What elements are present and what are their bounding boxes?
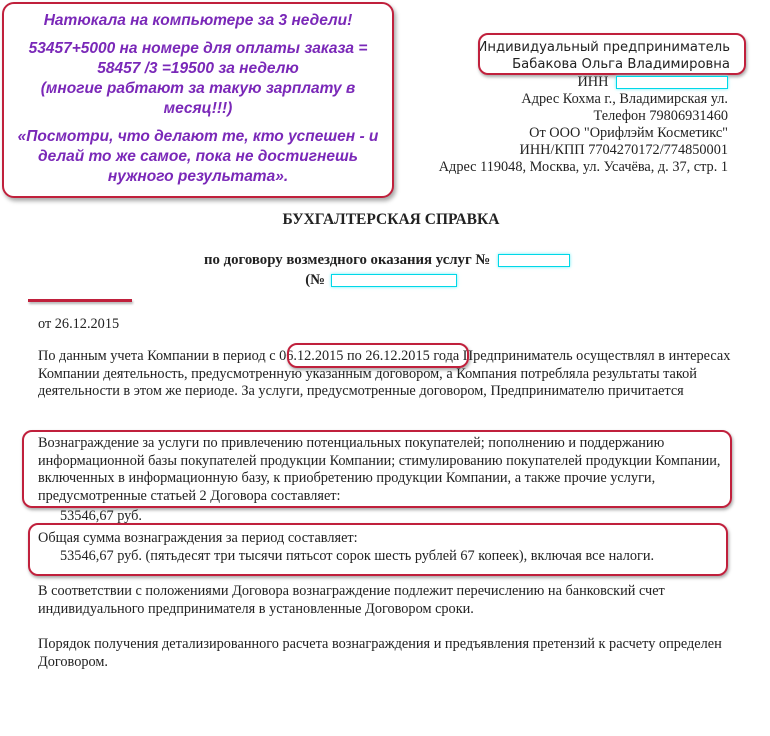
from-company-line: От ООО "Орифлэйм Косметикс" — [529, 125, 728, 141]
callout-line-3: (многие рабтают за такую зарплату в месяц!!!) — [40, 80, 356, 117]
header-details — [439, 74, 728, 176]
document-subtitle — [2, 252, 770, 269]
paragraph-remuneration: Вознаграждение за услуги по привлечению потенциальных покупателей; пополнению и поддержанию информационной базы покупателей продукции Компании; стимулированию покупателей продукции Компании, включенных в информационную базу, к приобретению продукции Компании, а также прочие услуги, предусмотренные статьей 2 Договора составляет: — [38, 435, 721, 504]
redacted-inn — [616, 76, 728, 89]
total-sum: 53546,67 руб. (пятьдесят три тысячи пятьсот сорок шесть рублей 67 копеек), включая все налоги. — [60, 548, 655, 564]
callout-line-1: Натюкала на компьютере за 3 недели! — [43, 12, 353, 29]
entrepreneur-highlight-oval — [478, 33, 746, 75]
paragraph-transfer: В соответствии с положениями Договора вознаграждение подлежит перечислению на банковский счет индивидуального предпринимателя в установленные Договором сроки. — [38, 583, 665, 617]
annotation-callout — [2, 2, 394, 198]
redacted-contract-number-2 — [331, 274, 457, 287]
remuneration-sum: 53546,67 руб. — [60, 508, 142, 524]
inn-label: ИНН — [577, 74, 609, 90]
entrepreneur-name: Бабакова Ольга Владимировна — [512, 57, 730, 72]
callout-line-2: 53457+5000 на номере для оплаты заказа = 58457 /3 =19500 за неделю — [28, 40, 368, 77]
inn-row — [439, 74, 728, 91]
callout-line-4: «Посмотри, что делают те, кто успешен - и делай то же самое, пока не достигнешь нужного результата». — [17, 128, 379, 185]
remuneration-highlight-oval — [22, 430, 732, 508]
entrepreneur-label: Индивидуальный предприниматель — [477, 40, 730, 55]
red-underline-mark — [28, 299, 132, 302]
paragraph-claims: Порядок получения детализированного расчета вознаграждения и предъявления претензий к расчету определен Договором. — [38, 636, 722, 670]
period-dates: с 06.12.2015 по 26.12.2015 — [269, 348, 430, 364]
phone-line: Телефон 79806931460 — [593, 108, 728, 124]
document-title: БУХГАЛТЕРСКАЯ СПРАВКА — [282, 211, 500, 228]
period-highlight-oval — [287, 343, 469, 368]
document-subtitle-2 — [0, 272, 766, 289]
paragraph-total-label: Общая сумма вознаграждения за период составляет: — [38, 530, 358, 546]
company-address-line: Адрес 119048, Москва, ул. Усачёва, д. 37, стр. 1 — [438, 159, 728, 175]
redacted-contract-number — [498, 254, 570, 267]
address-line: Адрес Кохма г., Владимирская ул. — [521, 91, 728, 107]
total-highlight-oval — [28, 523, 728, 576]
para1-end: года Предприниматель осуществлял в интересах Компании деятельность, предусмотренную указанным договором, а Компания потребляла результаты такой деятельности в этом же периоде. За услуги, предусмотренные договором, Предпринимателю причитается — [38, 348, 731, 400]
subtitle2-text: (№ — [305, 272, 326, 288]
date-line: от 26.12.2015 — [38, 316, 120, 332]
inn-kpp-line: ИНН/КПП 7704270172/774850001 — [519, 142, 728, 158]
subtitle-text: по договору возмездного оказания услуг № — [204, 252, 491, 268]
para1-start: По данным учета Компании в период — [38, 348, 270, 364]
